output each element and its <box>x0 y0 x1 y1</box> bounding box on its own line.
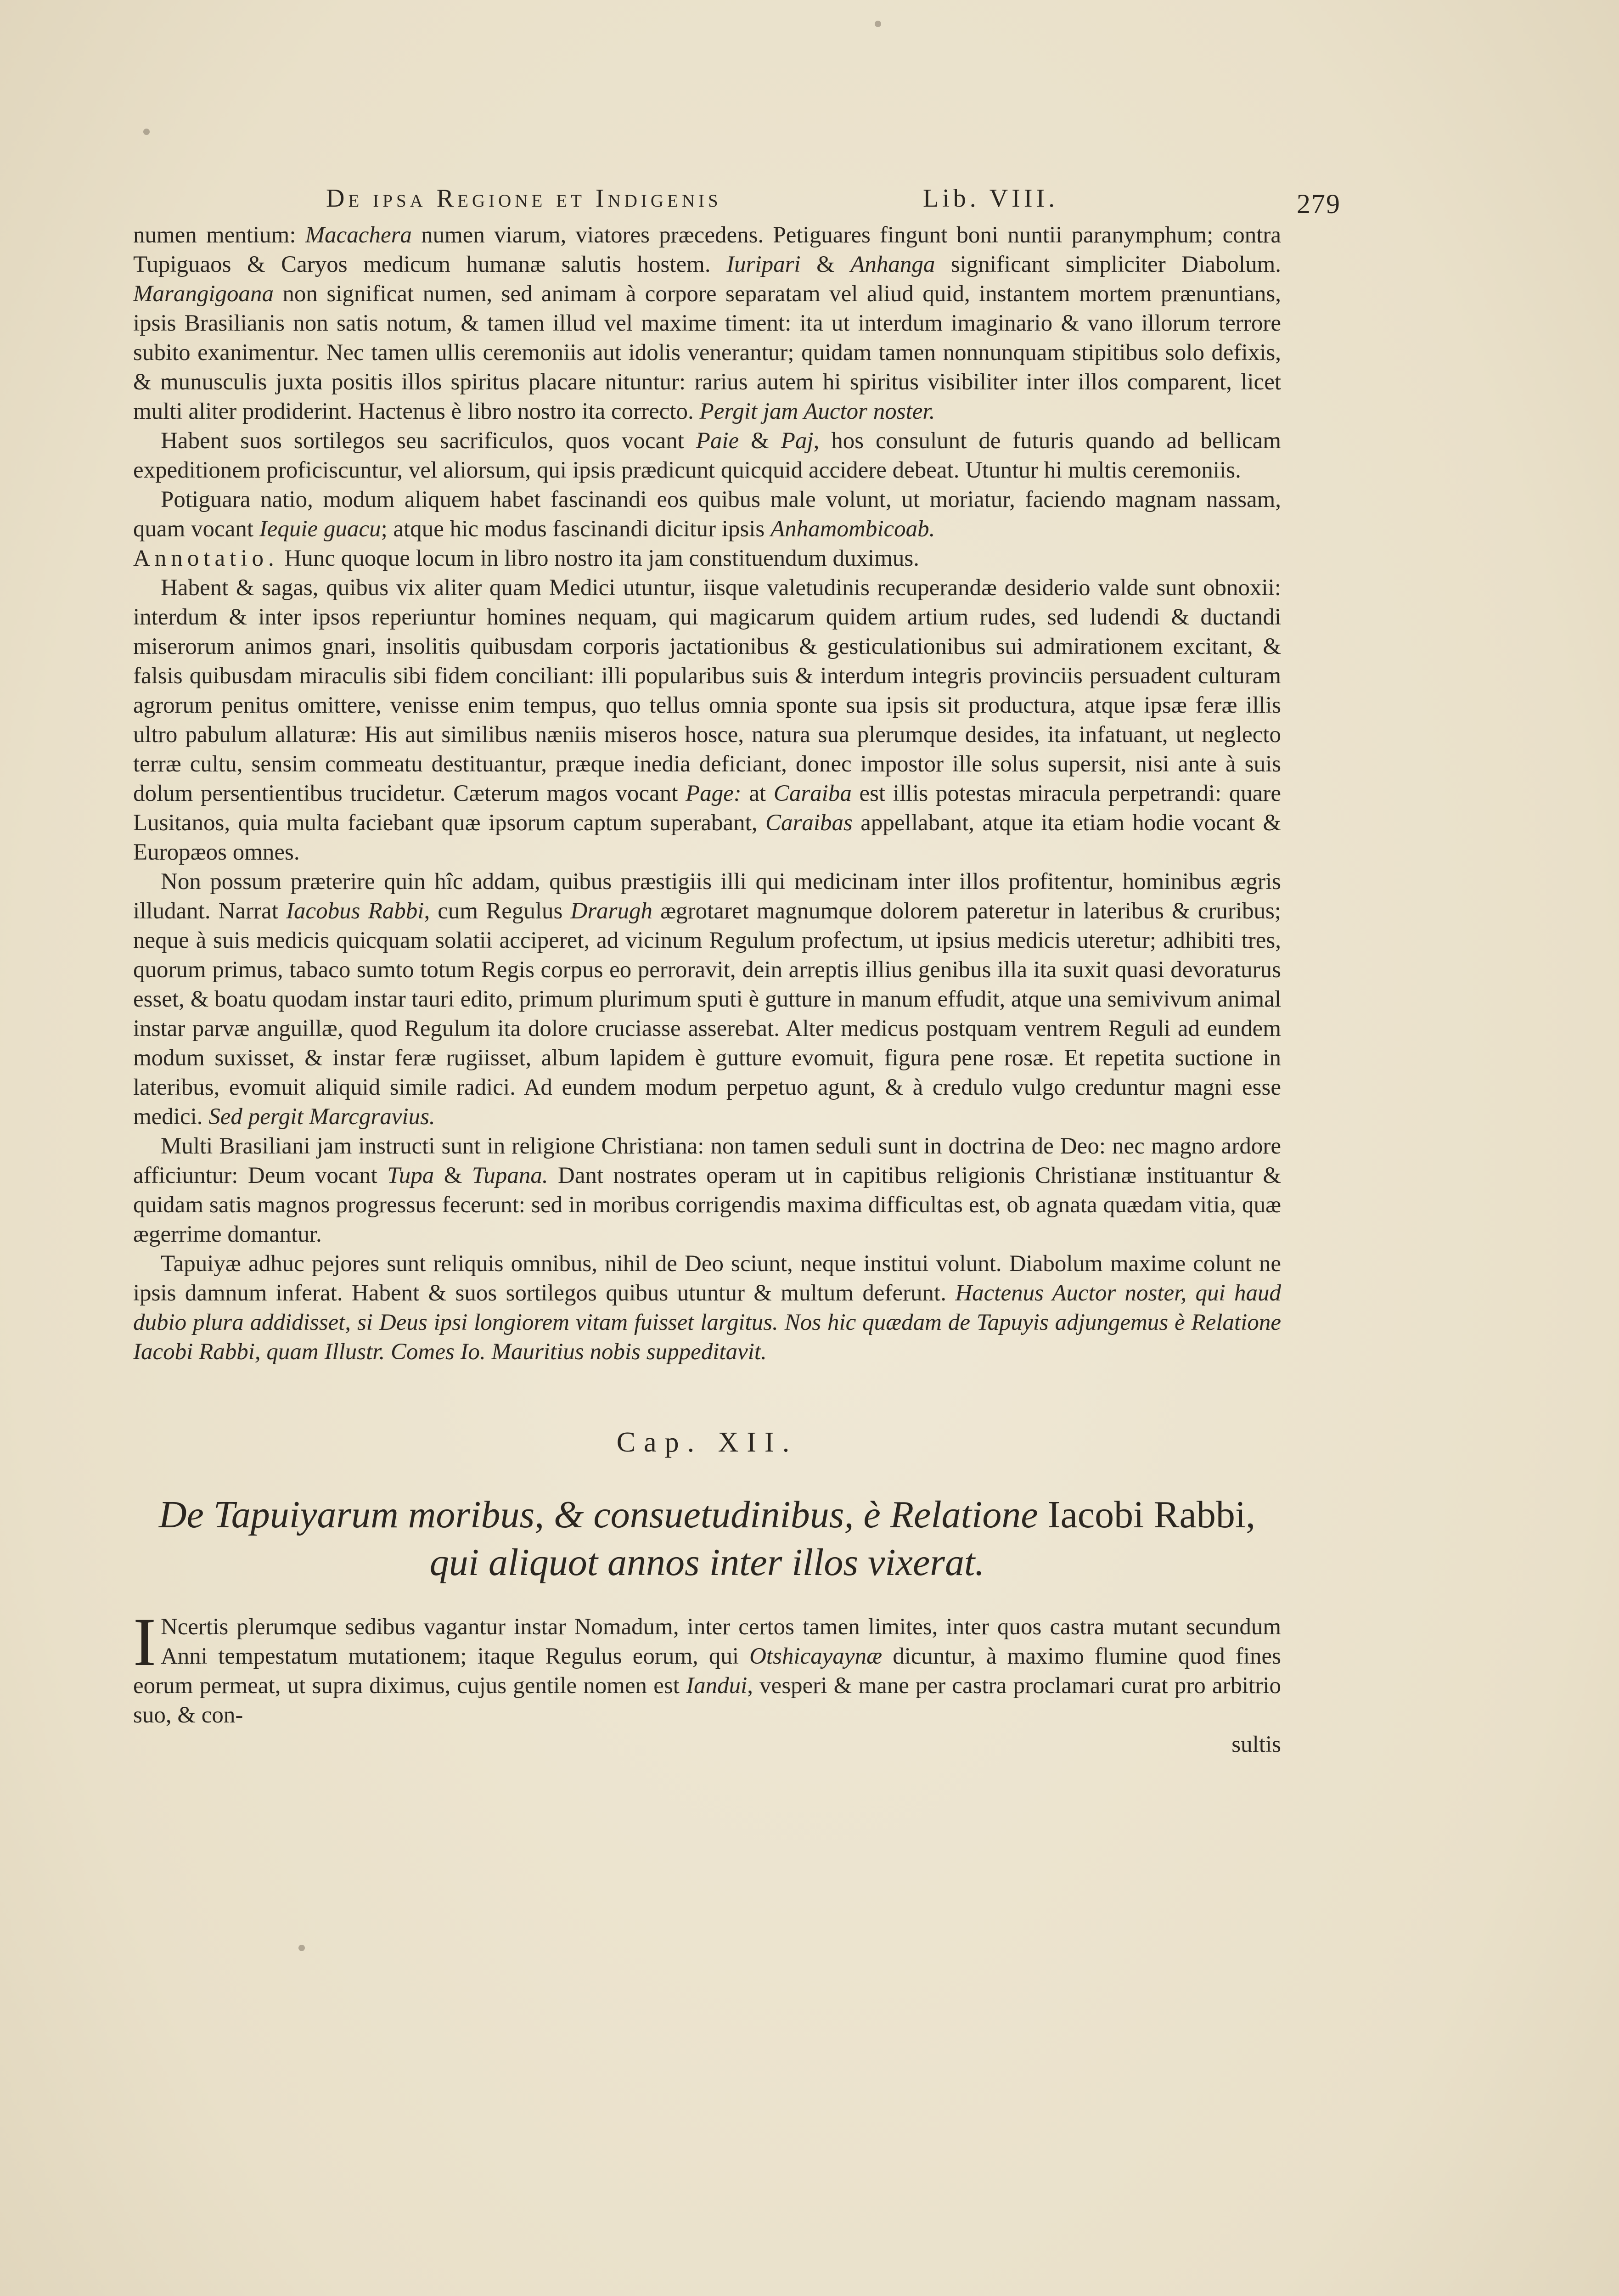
text-run: numen mentium: <box>133 222 305 248</box>
chapter-opening-paragraph <box>133 1604 1287 1730</box>
page-number: 279 <box>1297 189 1341 219</box>
paragraph <box>133 573 1287 867</box>
running-head-title: De ipsa Regione et Indigenis <box>326 184 722 213</box>
text-run: & <box>434 1163 472 1188</box>
text-run: Habent suos sortilegos seu sacrificulos, quos vocant <box>161 428 696 454</box>
italic-text-run: Caraibas <box>765 810 853 836</box>
italic-text-run: Pergit jam Auctor noster. <box>699 399 935 424</box>
drop-cap: I <box>133 1604 156 1680</box>
italic-text-run: Iuripari <box>726 252 801 277</box>
chapter-title-part-2: qui aliquot annos inter illos vixerat. <box>429 1541 985 1584</box>
paper-speck <box>298 1945 305 1951</box>
running-head-book: Lib. VIII. <box>923 184 1059 213</box>
italic-text-run: Tupa <box>387 1163 434 1188</box>
paper-speck <box>143 129 150 135</box>
text-run: numen viarum, viatores præcedens. Petiguares fingunt boni nuntii paranymphum; contra Tupiguaos & Caryos medicum humanæ salutis hostem. <box>133 222 1287 277</box>
chapter-heading: Cap. XII. <box>616 1427 798 1458</box>
text-run: Multi Brasiliani jam instructi sunt in religione Christiana: non tamen seduli sunt in doctrina de Deo: nec magno ardore afficiuntur: Deum vocant <box>133 1133 1287 1188</box>
paragraph <box>133 485 1287 544</box>
italic-text-run: Tupana. <box>472 1163 548 1188</box>
text-run: Potiguara natio, modum aliquem habet fascinandi eos quibus male volunt, ut moriatur, faciendo magnam nassam, quam vocant <box>133 487 1287 542</box>
italic-text-run: Anhamombicoab. <box>770 516 935 542</box>
text-run: significant simpliciter Diabolum. <box>935 252 1287 277</box>
text-block <box>133 174 1341 1759</box>
paragraph <box>133 1249 1287 1367</box>
text-run: appellabant, atque ita etiam hodie vocant & Europæos omnes. <box>133 810 1287 865</box>
text-run: non significat numen, sed animam à corpore separatam vel aliud quid, instantem mortem prænuntians, ipsis Brasilianis non satis notum, & tamen illud vel maxime timent: ita ut interdum imaginario & vano illorum terrore subito exanimentur. Nec tamen ullis ceremoniis aut idolis venerantur; quidam tamen nonnunquam stipitibus solo defixis, & munusculis juxta positis illos spiritus placare nituntur: rarius autem hi spiritus visibiliter inter illos comparent, licet multi aliter prodiderint. Hactenus è libro nostro ita correcto. <box>133 281 1287 424</box>
text-run: Non possum præterire quin hîc addam, quibus præstigiis illi qui medicinam inter illos profitentur, hominibus ægris illudant. Narrat <box>133 869 1287 924</box>
text-run: Habent & sagas, quibus vix aliter quam Medici utuntur, iisque valetudinis recuperandæ desiderio valde sunt obnoxii: interdum & inter ipsos reperiuntur homines nequam, qui magicarum quidem artium rudes, sed ludendi & ductandi miserorum animos gnari, insolitis quibusdam corporis jactationibus & gesticulationibus sui admirationem excitant, & falsis quibusdam miraculis sibi fidem conciliant: illi popularibus suis & interdum integris provinciis persuadent culturam agrorum penitus omittere, venisse enim tempus, quo tellus omnia sponte sua ipsis sit productura, atque ipsæ feræ illis ultro pabulum allaturæ: His aut similibus næniis miseros hosce, natura sua plerumque desides, ita infatuant, ut neglecto terræ cultu, sensim commeatu destituantur, præque inedia deficiant, donec impostor ille solus supersit, nisi ante à suis dolum persentientibus trucidetur. Cæterum magos vocant <box>133 575 1287 806</box>
italic-text-run: Iacobus Rabbi <box>286 898 424 924</box>
italic-text-run: Anhanga <box>850 252 935 277</box>
italic-text-run: Hactenus Auctor noster, qui haud dubio plura addidisset, si Deus ipsi longiorem vitam fuisset largitus. Nos hic quædam de Tapuyis adjungemus è Relatione Iacobi Rabbi, quam Illustr. Comes Io. Mauritius nobis suppeditavit. <box>133 1280 1287 1365</box>
running-head <box>133 174 1341 220</box>
text-run: , vesperi & mane per castra proclamari curat pro arbitrio suo, & con- <box>133 1673 1287 1728</box>
paragraph <box>133 1131 1287 1249</box>
text-run: ægrotaret magnumque dolorem pateretur in lateribus & cruribus; neque à suis medicis quicquam solatii acciperet, ad vicinum Regulum profectum, ut ipsius medicis uteretur; adhibiti tres, quorum primus, tabaco sumto totum Regis corpus eo perroravit, dein arreptis illius genibus illa ita suxit quasi devoraturus esset, & boatu quodam instar tauri edito, primum plurimum sputi è gutture in manum effudit, atque una semivivum animal instar parvæ anguillæ, quod Regulum ita dolore cruciasse asserebat. Alter medicus postquam ventrem Reguli ad eundem modum suxisset, & instar feræ rugiisset, album lapidem è gutture evomuit, figura pene rosæ. Et repetita suctione in lateribus, evomuit aliquid simile radici. Ad eundem modum perpetuo agunt, & à credulo vulgo creduntur magni esse medici. <box>133 898 1287 1130</box>
text-run: ; atque hic modus fascinandi dicitur ipsis <box>381 516 770 542</box>
chapter-title <box>133 1491 1281 1587</box>
paragraph <box>133 544 1281 573</box>
text-run: , hos consulunt de futuris quando ad bellicam expeditionem proficiscuntur, vel aliorsum, qui ipsis prædicunt quicquid accidere debeat. Utuntur hi multis ceremoniis. <box>133 428 1287 483</box>
text-run: & <box>739 428 781 454</box>
italic-text-run: Marangigoana <box>133 281 274 307</box>
italic-text-run: Iandui <box>686 1673 748 1699</box>
text-run: Ncertis plerumque sedibus vagantur instar Nomadum, inter certos tamen limites, inter quos castra mutant secundum Anni tempestatum mutationem; itaque Regulus eorum, qui <box>160 1614 1286 1669</box>
body-paragraphs <box>133 220 1287 1367</box>
paper-speck <box>875 21 881 27</box>
italic-text-run: Paie <box>696 428 739 454</box>
text-run: & <box>800 252 851 277</box>
italic-text-run: Macachera <box>305 222 412 248</box>
catchword: sultis <box>1231 1732 1281 1757</box>
italic-text-run: Iequie guacu <box>259 516 381 542</box>
text-run: Hunc quoque locum in libro nostro ita jam constituendum duximus. <box>278 546 919 571</box>
chapter-title-part-1: De Tapuiyarum moribus, & consuetudinibus, è Relatione <box>158 1493 1038 1536</box>
chapter-opening <box>133 1604 1287 1759</box>
paragraph <box>133 867 1287 1131</box>
paragraph <box>133 426 1287 485</box>
chapter-title-name: Iacobi Rabbi, <box>1047 1493 1256 1536</box>
text-run: at <box>741 781 774 806</box>
italic-text-run: Paj <box>781 428 814 454</box>
text-run: est illis potestas miracula perpetrandi: quare Lusitanos, quia multa faciebant quæ ipsorum captum superabant, <box>133 781 1287 836</box>
text-run: Tapuiyæ adhuc pejores sunt reliquis omnibus, nihil de Deo sciunt, neque institui volunt. Diabolum maxime colunt ne ipsis damnum inferat. Habent & suos sortilegos quibus utuntur & multum deferunt. <box>133 1251 1287 1306</box>
text-run: , cum Regulus <box>424 898 571 924</box>
italic-text-run: Sed pergit Marcgravius. <box>208 1104 435 1130</box>
text-run: Dant nostrates operam ut in capitibus religionis Christianæ instituantur & quidam satis magnos progressus fecerunt: sed in moribus corrigendis maxima difficultas est, ob agnata quædam vitia, quæ ægerrime domantur. <box>133 1163 1287 1247</box>
text-run: dicuntur, à maximo flumine quod fines eorum permeat, ut supra diximus, cujus gentile nomen est <box>133 1643 1287 1699</box>
text-run: Annotatio. <box>133 546 279 571</box>
italic-text-run: Caraiba <box>773 781 852 806</box>
italic-text-run: Page: <box>686 781 742 806</box>
paragraph <box>133 220 1287 426</box>
italic-text-run: Drarugh <box>570 898 653 924</box>
opening-text <box>133 1604 1287 1728</box>
italic-text-run: Otshicayaynæ <box>749 1643 883 1669</box>
